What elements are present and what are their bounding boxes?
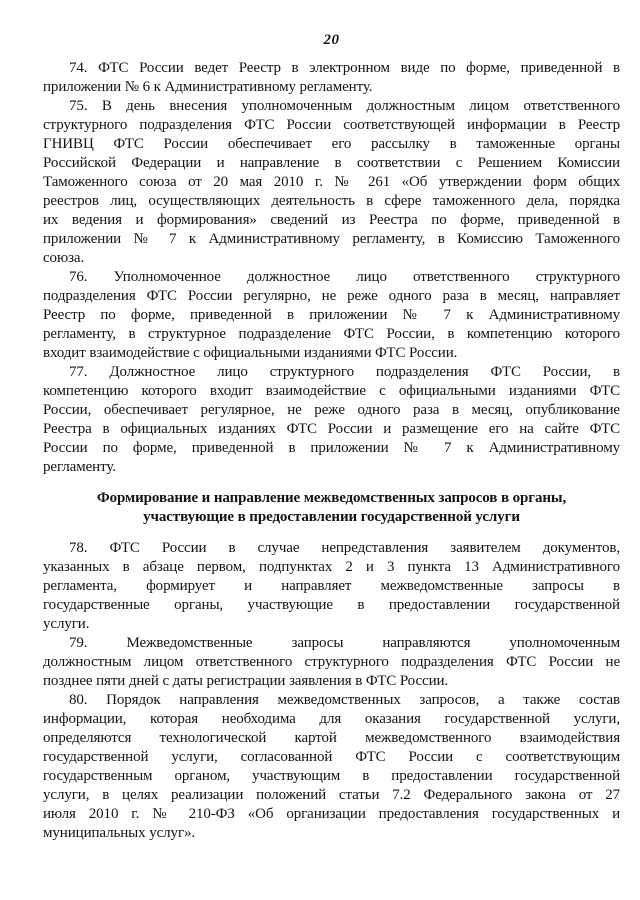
paragraph-line: услуги. xyxy=(43,616,90,632)
paragraph-line: регламенту, в структурное подразделение ФТС России, в компетенцию которого xyxy=(43,326,620,342)
paragraph xyxy=(43,59,620,97)
paragraph-line: государственные органы, участвующие в предоставлении государственной xyxy=(43,597,620,613)
paragraph-line: 76. Уполномоченное должностное лицо ответственного структурного xyxy=(69,269,620,285)
document-body xyxy=(43,59,620,843)
paragraph-line: приложении № 6 к Административному регламенту. xyxy=(43,79,373,95)
paragraph-line: регламента, формирует и направляет межведомственные запросы в xyxy=(43,578,620,594)
heading-line: Формирование и направление межведомственных запросов в органы, xyxy=(96,490,567,506)
paragraph-line: Реестра в официальных изданиях ФТС России и размещение его на сайте ФТС xyxy=(43,421,620,437)
section-heading xyxy=(43,489,620,527)
paragraph-line: 79. Межведомственные запросы направляются уполномоченным xyxy=(69,635,620,651)
paragraph-line: приложении № 7 к Административному регламенту, в Комиссию Таможенного xyxy=(43,231,620,247)
paragraph-line: 77. Должностное лицо структурного подразделения ФТС России, в xyxy=(69,364,620,380)
paragraph-line: 78. ФТС России в случае непредставления заявителем документов, xyxy=(69,540,620,556)
page-number: 20 xyxy=(323,32,340,48)
paragraph-line: муниципальных услуг». xyxy=(43,825,196,841)
paragraph-line: Российской Федерации и направление в соответствии с Решением Комиссии xyxy=(43,155,620,171)
paragraph-line: входит взаимодействие с официальными изданиями ФТС России. xyxy=(43,345,458,361)
paragraph-line: 74. ФТС России ведет Реестр в электронном виде по форме, приведенной в xyxy=(69,60,620,76)
paragraph-line: реестров лиц, осуществляющих деятельность в сфере таможенного дела, порядка xyxy=(43,193,620,209)
paragraph-line: определяются технологической картой межведомственного взаимодействия xyxy=(43,730,620,746)
paragraph-line: регламенту. xyxy=(43,459,116,475)
paragraph-line: государственным органом, участвующим в предоставлении государственной xyxy=(43,768,620,784)
paragraph xyxy=(43,539,620,634)
paragraph-line: позднее пяти дней с даты регистрации заявления в ФТС России. xyxy=(43,673,449,689)
paragraph xyxy=(43,268,620,363)
paragraph-line: указанных в абзаце первом, подпунктах 2 и 3 пункта 13 Административного xyxy=(43,559,620,575)
paragraph-line: Таможенного союза от 20 мая 2010 г. № 261 «Об утверждении форм общих xyxy=(43,174,620,190)
paragraph xyxy=(43,97,620,268)
paragraph-line: подразделения ФТС России регулярно, не реже одного раза в месяц, направляет xyxy=(43,288,620,304)
paragraph xyxy=(43,634,620,691)
paragraph xyxy=(43,691,620,843)
paragraph-line: компетенцию которого входит взаимодействие с официальными изданиями ФТС xyxy=(43,383,620,399)
paragraph-line: должностным лицом ответственного структурного подразделения ФТС России не xyxy=(43,654,620,670)
paragraph-line: государственной услуги, согласованной ФТС России с соответствующим xyxy=(43,749,620,765)
paragraph-line: услуги, в целях реализации положений статьи 7.2 Федерального закона от 27 xyxy=(43,787,620,803)
paragraph-line: их ведения и формирования» сведений из Реестра по форме, приведенной в xyxy=(43,212,620,228)
paragraph-line: Реестр по форме, приведенной в приложении № 7 к Административному xyxy=(43,307,620,323)
paragraph-line: информации, которая необходима для оказания государственной услуги, xyxy=(43,711,620,727)
paragraph xyxy=(43,363,620,477)
paragraph-line: структурного подразделения ФТС России соответствующей информации в Реестр xyxy=(43,117,620,133)
paragraph-line: 75. В день внесения уполномоченным должностным лицом ответственного xyxy=(69,98,620,114)
paragraph-line: России по форме, приведенной в приложении № 7 к Административному xyxy=(43,440,620,456)
paragraph-line: России, обеспечивает регулярное, не реже одного раза в месяц, опубликование xyxy=(43,402,620,418)
paragraph-line: союза. xyxy=(43,250,85,266)
heading-line: участвующие в предоставлении государственной услуги xyxy=(143,509,520,525)
paragraph-line: ГНИВЦ ФТС России обеспечивает его рассылку в таможенные органы xyxy=(43,136,620,152)
paragraph-line: июля 2010 г. № 210-ФЗ «Об организации предоставления государственных и xyxy=(43,806,620,822)
paragraph-line: 80. Порядок направления межведомственных запросов, а также состав xyxy=(69,692,620,708)
